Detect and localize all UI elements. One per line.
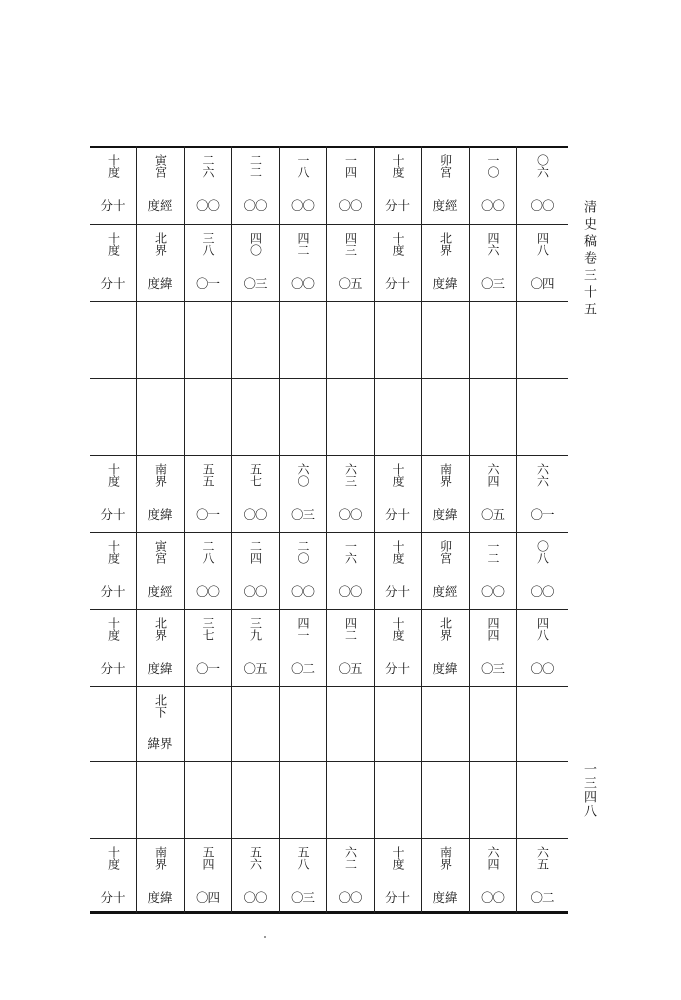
cell-value-lower: 〇三 (290, 890, 314, 905)
cell-value-lower: 分十 (100, 507, 126, 522)
cell-value-upper: 四二 (296, 232, 310, 256)
table-cell (374, 838, 421, 913)
cell-value-upper: 二二 (248, 154, 263, 178)
cell-value-lower: 〇〇 (338, 890, 362, 905)
cell-value-lower: 〇三 (480, 276, 504, 291)
table-cell (184, 609, 231, 686)
cell-value-upper: 南界 (153, 463, 168, 487)
table-cell (421, 455, 469, 532)
cell-value-lower: 分十 (100, 276, 126, 291)
cell-value-upper: 四三 (343, 232, 358, 256)
cell-value-lower: 分十 (384, 661, 410, 676)
table-cell (326, 224, 374, 301)
table-cell-label (136, 686, 184, 761)
cell-value-lower: 〇一 (195, 276, 219, 291)
table-cell (421, 838, 469, 913)
cell-value-lower: 分十 (384, 198, 410, 213)
cell-value-upper: 一八 (296, 154, 310, 178)
table-cell (469, 532, 516, 609)
table-cell (184, 455, 231, 532)
cell-value-lower: 〇〇 (195, 584, 219, 599)
cell-value-upper: 三八 (201, 232, 215, 256)
cell-value-lower: 〇〇 (530, 661, 554, 676)
cell-value-lower: 〇〇 (195, 198, 219, 213)
cell-value-lower: 度緯 (147, 890, 173, 905)
table-cell (516, 455, 568, 532)
cell-value-lower: 分十 (100, 584, 126, 599)
cell-value-lower: 〇二 (530, 890, 554, 905)
table-cell (90, 838, 136, 913)
cell-value-upper: 五七 (248, 463, 263, 487)
table-cell (374, 455, 421, 532)
table-cell (374, 532, 421, 609)
table-cell (279, 146, 326, 224)
volume-title: 清史稿卷三十五 (581, 200, 596, 319)
table-cell (326, 455, 374, 532)
cell-value-upper: 六六 (535, 463, 550, 487)
cell-value-lower: 〇〇 (338, 198, 362, 213)
cell-value-upper: 十度 (391, 540, 405, 564)
cell-value-upper: 五六 (248, 846, 263, 870)
table-cell (421, 609, 469, 686)
cell-value-lower: 度緯 (432, 507, 458, 522)
table-cell (326, 838, 374, 913)
cell-value-lower: 〇〇 (480, 890, 504, 905)
table-cell (469, 146, 516, 224)
table-cell (231, 455, 279, 532)
cell-value-upper: 南界 (438, 846, 453, 870)
table-cell (90, 224, 136, 301)
cell-value-lower: 〇〇 (290, 198, 314, 213)
cell-value-upper: 卯宮 (438, 540, 453, 564)
cell-value-lower: 〇五 (338, 661, 362, 676)
cell-value-upper: 四八 (535, 232, 550, 256)
cell-value-upper: 六三 (343, 463, 358, 487)
table-cell (279, 838, 326, 913)
cell-value-lower: 〇一 (530, 507, 554, 522)
table-cell (90, 609, 136, 686)
cell-value-upper: 六五 (535, 846, 550, 870)
cell-value-upper: 十度 (391, 232, 405, 256)
table-cell (136, 532, 184, 609)
cell-value-lower: 〇〇 (243, 507, 267, 522)
table-cell (374, 224, 421, 301)
table-cell (469, 455, 516, 532)
cell-value-upper: 北界 (153, 617, 168, 641)
cell-value-upper: 十度 (106, 232, 121, 256)
table-cell (374, 609, 421, 686)
cell-value-upper: 四二 (343, 617, 358, 641)
table-cell (184, 224, 231, 301)
table-cell (326, 532, 374, 609)
table-cell (136, 609, 184, 686)
cell-value-upper: 四〇 (248, 232, 263, 256)
cell-value-upper: 六二 (343, 846, 358, 870)
page-number: 一三四八 (581, 762, 596, 818)
table-cell (136, 146, 184, 224)
cell-value-upper: 十度 (106, 846, 121, 870)
cell-value-lower: 〇〇 (290, 584, 314, 599)
cell-value-lower: 〇四 (195, 890, 219, 905)
table-cell (90, 532, 136, 609)
cell-value-lower: 分十 (100, 661, 126, 676)
cell-value-upper: 卯宮 (438, 154, 453, 178)
row-rule (90, 378, 568, 379)
table-cell (516, 532, 568, 609)
cell-value-upper: 十度 (106, 463, 121, 487)
cell-label-lower: 緯界 (147, 736, 173, 751)
row-rule (90, 301, 568, 302)
table-cell (469, 838, 516, 913)
table-cell (231, 532, 279, 609)
cell-value-upper: 十度 (391, 154, 405, 178)
table-cell (231, 224, 279, 301)
table-cell (231, 838, 279, 913)
cell-value-upper: 四八 (535, 617, 550, 641)
cell-value-lower: 〇〇 (338, 507, 362, 522)
cell-value-upper: 二〇 (296, 540, 310, 564)
cell-value-upper: 十度 (391, 463, 405, 487)
cell-value-lower: 〇〇 (530, 198, 554, 213)
cell-value-upper: 十度 (106, 154, 121, 178)
cell-value-upper: 十度 (106, 540, 121, 564)
cell-value-upper: 三七 (201, 617, 215, 641)
table-cell (231, 146, 279, 224)
cell-value-upper: 南界 (153, 846, 168, 870)
cell-value-upper: 四四 (486, 617, 500, 641)
table-cell (326, 146, 374, 224)
cell-value-upper: 四一 (296, 617, 310, 641)
table-cell (516, 609, 568, 686)
cell-value-lower: 〇三 (243, 276, 267, 291)
cell-value-lower: 〇三 (480, 661, 504, 676)
cell-value-lower: 〇〇 (243, 584, 267, 599)
table-cell (421, 224, 469, 301)
cell-value-lower: 度經 (432, 584, 458, 599)
table-cell (279, 224, 326, 301)
cell-value-upper: 〇八 (535, 540, 550, 564)
cell-value-upper: 十度 (391, 846, 405, 870)
cell-value-upper: 北界 (153, 232, 168, 256)
cell-value-upper: 寅宮 (153, 540, 168, 564)
table-cell (184, 146, 231, 224)
table-cell (516, 224, 568, 301)
cell-value-upper: 一二 (486, 540, 500, 564)
cell-value-upper: 六四 (486, 463, 500, 487)
table-cell (469, 224, 516, 301)
cell-value-upper: 二八 (201, 540, 215, 564)
cell-value-lower: 分十 (384, 276, 410, 291)
data-table (90, 146, 568, 915)
cell-value-upper: 六四 (486, 846, 500, 870)
cell-value-lower: 〇〇 (480, 584, 504, 599)
table-cell (279, 609, 326, 686)
cell-value-lower: 度緯 (147, 276, 173, 291)
table-cell (136, 455, 184, 532)
table-cell (374, 146, 421, 224)
table-cell (516, 838, 568, 913)
cell-value-lower: 〇五 (338, 276, 362, 291)
table-cell (184, 532, 231, 609)
cell-value-upper: 北界 (438, 232, 453, 256)
cell-value-lower: 度經 (432, 198, 458, 213)
cell-value-upper: 十度 (391, 617, 405, 641)
table-cell (516, 146, 568, 224)
cell-value-lower: 〇〇 (290, 276, 314, 291)
row-rule (90, 761, 568, 762)
cell-value-lower: 〇〇 (480, 198, 504, 213)
table-cell (136, 838, 184, 913)
cell-value-lower: 〇一 (195, 507, 219, 522)
table-cell (231, 609, 279, 686)
cell-value-upper: 五五 (201, 463, 215, 487)
cell-value-lower: 度經 (147, 584, 173, 599)
cell-value-lower: 度緯 (147, 661, 173, 676)
cell-value-lower: 度經 (147, 198, 173, 213)
cell-value-lower: 〇〇 (338, 584, 362, 599)
cell-value-upper: 四六 (486, 232, 500, 256)
cell-value-lower: 分十 (100, 198, 126, 213)
table-cell (90, 455, 136, 532)
cell-value-upper: 二六 (201, 154, 215, 178)
table-cell (421, 146, 469, 224)
cell-value-lower: 分十 (384, 507, 410, 522)
cell-value-lower: 〇二 (290, 661, 314, 676)
cell-value-lower: 〇〇 (243, 890, 267, 905)
table-cell (279, 532, 326, 609)
cell-value-lower: 〇〇 (243, 198, 267, 213)
cell-value-upper: 十度 (106, 617, 121, 641)
cell-value-upper: 五四 (201, 846, 215, 870)
table-cell (184, 838, 231, 913)
cell-label-upper: 北下 (153, 694, 168, 718)
table-cell (469, 609, 516, 686)
cell-value-lower: 度緯 (432, 890, 458, 905)
table-cell (326, 609, 374, 686)
cell-value-upper: 寅宮 (153, 154, 168, 178)
cell-value-upper: 五八 (296, 846, 310, 870)
table-cell (90, 146, 136, 224)
cell-value-upper: 南界 (438, 463, 453, 487)
paper-speck (264, 936, 266, 938)
cell-value-lower: 度緯 (432, 276, 458, 291)
cell-value-lower: 〇〇 (530, 584, 554, 599)
cell-value-lower: 〇四 (530, 276, 554, 291)
cell-value-lower: 〇三 (290, 507, 314, 522)
cell-value-lower: 分十 (100, 890, 126, 905)
table-cell (136, 224, 184, 301)
cell-value-lower: 〇一 (195, 661, 219, 676)
cell-value-upper: 六〇 (296, 463, 310, 487)
cell-value-lower: 度緯 (147, 507, 173, 522)
cell-value-upper: 〇六 (535, 154, 550, 178)
cell-value-lower: 分十 (384, 584, 410, 599)
cell-value-upper: 一〇 (486, 154, 500, 178)
cell-value-upper: 二四 (248, 540, 263, 564)
cell-value-upper: 三九 (248, 617, 263, 641)
cell-value-upper: 一四 (343, 154, 358, 178)
cell-value-lower: 度緯 (432, 661, 458, 676)
cell-value-lower: 〇五 (243, 661, 267, 676)
cell-value-upper: 北界 (438, 617, 453, 641)
table-cell (279, 455, 326, 532)
cell-value-upper: 一六 (343, 540, 358, 564)
table-cell (421, 532, 469, 609)
cell-value-lower: 〇五 (480, 507, 504, 522)
cell-value-lower: 分十 (384, 890, 410, 905)
